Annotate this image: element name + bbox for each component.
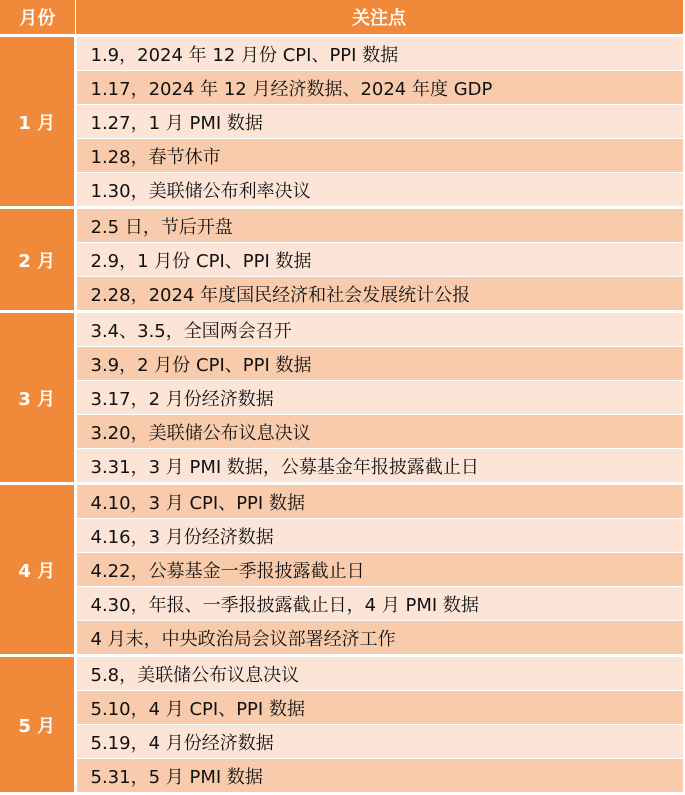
focus-cell: 3.4、3.5，全国两会召开 bbox=[75, 312, 683, 347]
table-row bbox=[0, 105, 683, 139]
table-body bbox=[0, 36, 683, 793]
month-cell: 4 月 bbox=[0, 484, 75, 656]
month-cell: 3 月 bbox=[0, 312, 75, 484]
table-row bbox=[0, 621, 683, 656]
table-row bbox=[0, 415, 683, 449]
table-row bbox=[0, 347, 683, 381]
focus-cell: 1.30，美联储公布利率决议 bbox=[75, 173, 683, 208]
focus-cell: 5.19，4 月份经济数据 bbox=[75, 725, 683, 759]
focus-cell: 3.20，美联储公布议息决议 bbox=[75, 415, 683, 449]
table-row bbox=[0, 243, 683, 277]
focus-cell: 2.9，1 月份 CPI、PPI 数据 bbox=[75, 243, 683, 277]
focus-cell: 4.22，公募基金一季报披露截止日 bbox=[75, 553, 683, 587]
month-cell: 2 月 bbox=[0, 208, 75, 312]
focus-cell: 2.28，2024 年度国民经济和社会发展统计公报 bbox=[75, 277, 683, 312]
focus-cell: 1.27，1 月 PMI 数据 bbox=[75, 105, 683, 139]
focus-cell: 1.17，2024 年 12 月经济数据、2024 年度 GDP bbox=[75, 71, 683, 105]
table-row bbox=[0, 381, 683, 415]
focus-cell: 3.9，2 月份 CPI、PPI 数据 bbox=[75, 347, 683, 381]
focus-cell: 5.31，5 月 PMI 数据 bbox=[75, 759, 683, 793]
focus-cell: 1.28，春节休市 bbox=[75, 139, 683, 173]
focus-cell: 2.5 日，节后开盘 bbox=[75, 208, 683, 243]
header-month: 月份 bbox=[0, 0, 75, 36]
focus-cell: 5.8，美联储公布议息决议 bbox=[75, 656, 683, 691]
table-row bbox=[0, 553, 683, 587]
focus-cell: 4 月末，中央政治局会议部署经济工作 bbox=[75, 621, 683, 656]
table-row bbox=[0, 277, 683, 312]
table-row bbox=[0, 656, 683, 691]
table-row bbox=[0, 71, 683, 105]
focus-cell: 1.9，2024 年 12 月份 CPI、PPI 数据 bbox=[75, 36, 683, 71]
focus-cell: 3.31，3 月 PMI 数据，公募基金年报披露截止日 bbox=[75, 449, 683, 484]
focus-cell: 4.16，3 月份经济数据 bbox=[75, 519, 683, 553]
table-row bbox=[0, 519, 683, 553]
table-row bbox=[0, 449, 683, 484]
focus-cell: 5.10，4 月 CPI、PPI 数据 bbox=[75, 691, 683, 725]
month-cell: 1 月 bbox=[0, 36, 75, 208]
table-row bbox=[0, 36, 683, 71]
table-row bbox=[0, 484, 683, 519]
table-row bbox=[0, 759, 683, 793]
header-row bbox=[0, 0, 683, 36]
table-row bbox=[0, 312, 683, 347]
table-row bbox=[0, 139, 683, 173]
month-cell: 5 月 bbox=[0, 656, 75, 793]
table-row bbox=[0, 691, 683, 725]
table-row bbox=[0, 208, 683, 243]
table-row bbox=[0, 587, 683, 621]
focus-cell: 4.10，3 月 CPI、PPI 数据 bbox=[75, 484, 683, 519]
header-focus: 关注点 bbox=[75, 0, 683, 36]
focus-cell: 4.30，年报、一季报披露截止日，4 月 PMI 数据 bbox=[75, 587, 683, 621]
table-row bbox=[0, 173, 683, 208]
table-row bbox=[0, 725, 683, 759]
focus-cell: 3.17，2 月份经济数据 bbox=[75, 381, 683, 415]
